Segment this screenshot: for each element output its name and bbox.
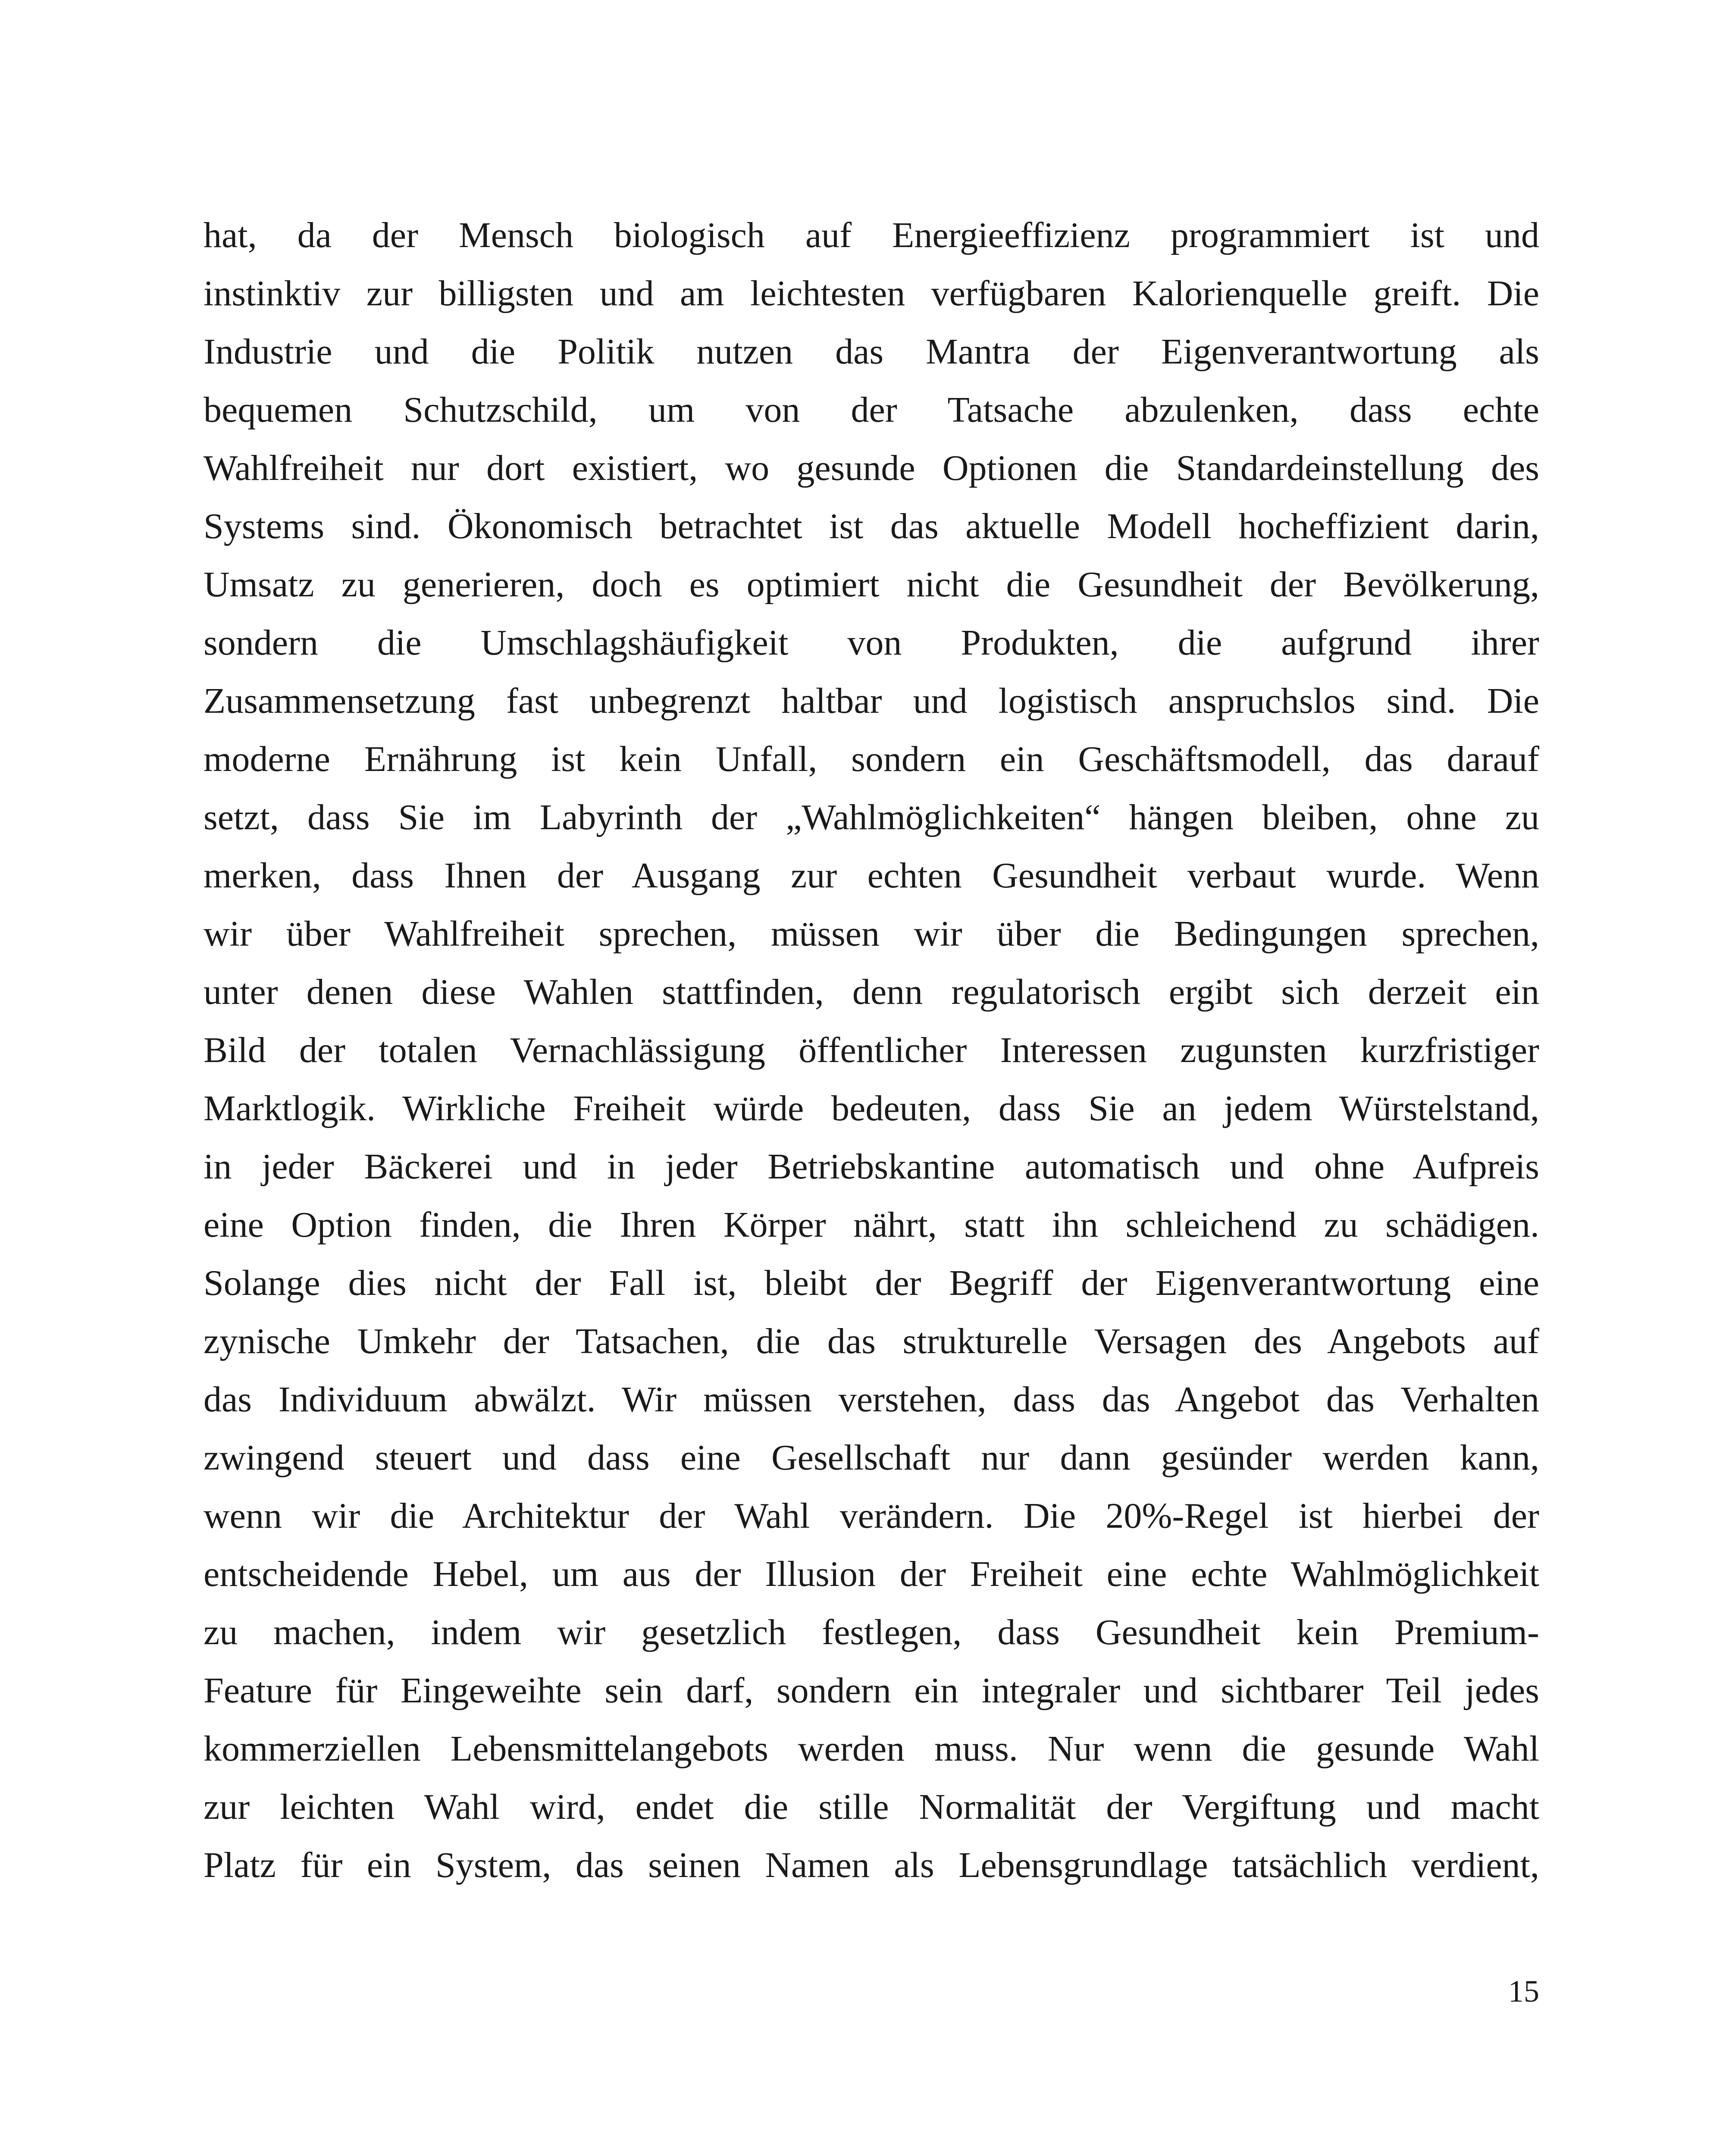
text-line: Wahlfreiheit nur dort existiert, wo gesunde Optionen die Standardeinstellung des bbox=[204, 448, 1539, 488]
text-line: Umsatz zu generieren, doch es optimiert nicht die Gesundheit der Bevölkerung, bbox=[204, 564, 1539, 605]
text-line: in jeder Bäckerei und in jeder Betriebskantine automatisch und ohne Aufpreis bbox=[204, 1147, 1539, 1187]
text-line: setzt, dass Sie im Labyrinth der „Wahlmöglichkeiten“ hängen bleiben, ohne zu bbox=[204, 797, 1539, 837]
text-line: hat, da der Mensch biologisch auf Energieeffizienz programmiert ist und bbox=[204, 215, 1539, 255]
text-line: Systems sind. Ökonomisch betrachtet ist das aktuelle Modell hocheffizient darin, bbox=[204, 506, 1539, 546]
body-text bbox=[204, 206, 1539, 1894]
text-line: zwingend steuert und dass eine Gesellschaft nur dann gesünder werden kann, bbox=[204, 1438, 1539, 1478]
text-line: Solange dies nicht der Fall ist, bleibt der Begriff der Eigenverantwortung eine bbox=[204, 1263, 1539, 1303]
text-line: Bild der totalen Vernachlässigung öffentlicher Interessen zugunsten kurzfristiger bbox=[204, 1030, 1539, 1070]
text-line: unter denen diese Wahlen stattfinden, denn regulatorisch ergibt sich derzeit ein bbox=[204, 972, 1539, 1012]
text-line: Platz für ein System, das seinen Namen als Lebensgrundlage tatsächlich verdient, bbox=[204, 1845, 1539, 1885]
text-line: Industrie und die Politik nutzen das Mantra der Eigenverantwortung als bbox=[204, 332, 1539, 372]
text-line: Feature für Eingeweihte sein darf, sondern ein integraler und sichtbarer Teil jedes bbox=[204, 1670, 1539, 1711]
text-line: eine Option finden, die Ihren Körper nährt, statt ihn schleichend zu schädigen. bbox=[204, 1205, 1539, 1245]
text-line: bequemen Schutzschild, um von der Tatsache abzulenken, dass echte bbox=[204, 390, 1539, 430]
text-line: Zusammensetzung fast unbegrenzt haltbar und logistisch anspruchslos sind. Die bbox=[204, 681, 1539, 721]
text-line: instinktiv zur billigsten und am leichtesten verfügbaren Kalorienquelle greift. Die bbox=[204, 273, 1539, 313]
text-line: Marktlogik. Wirkliche Freiheit würde bedeuten, dass Sie an jedem Würstelstand, bbox=[204, 1088, 1539, 1128]
text-line: wir über Wahlfreiheit sprechen, müssen wir über die Bedingungen sprechen, bbox=[204, 914, 1539, 954]
page-number: 15 bbox=[1508, 1974, 1539, 2009]
text-line: das Individuum abwälzt. Wir müssen verstehen, dass das Angebot das Verhalten bbox=[204, 1379, 1539, 1420]
text-line: zu machen, indem wir gesetzlich festlegen, dass Gesundheit kein Premium- bbox=[204, 1612, 1539, 1652]
text-line: moderne Ernährung ist kein Unfall, sondern ein Geschäftsmodell, das darauf bbox=[204, 739, 1539, 779]
text-line: zur leichten Wahl wird, endet die stille Normalität der Vergiftung und macht bbox=[204, 1787, 1539, 1827]
text-line: sondern die Umschlagshäufigkeit von Produkten, die aufgrund ihrer bbox=[204, 623, 1539, 663]
text-line: wenn wir die Architektur der Wahl verändern. Die 20%-Regel ist hierbei der bbox=[204, 1496, 1539, 1536]
text-line: kommerziellen Lebensmittelangebots werden muss. Nur wenn die gesunde Wahl bbox=[204, 1729, 1539, 1769]
text-line: zynische Umkehr der Tatsachen, die das strukturelle Versagen des Angebots auf bbox=[204, 1321, 1539, 1361]
text-line: entscheidende Hebel, um aus der Illusion der Freiheit eine echte Wahlmöglichkeit bbox=[204, 1554, 1539, 1594]
text-line: merken, dass Ihnen der Ausgang zur echten Gesundheit verbaut wurde. Wenn bbox=[204, 856, 1539, 896]
